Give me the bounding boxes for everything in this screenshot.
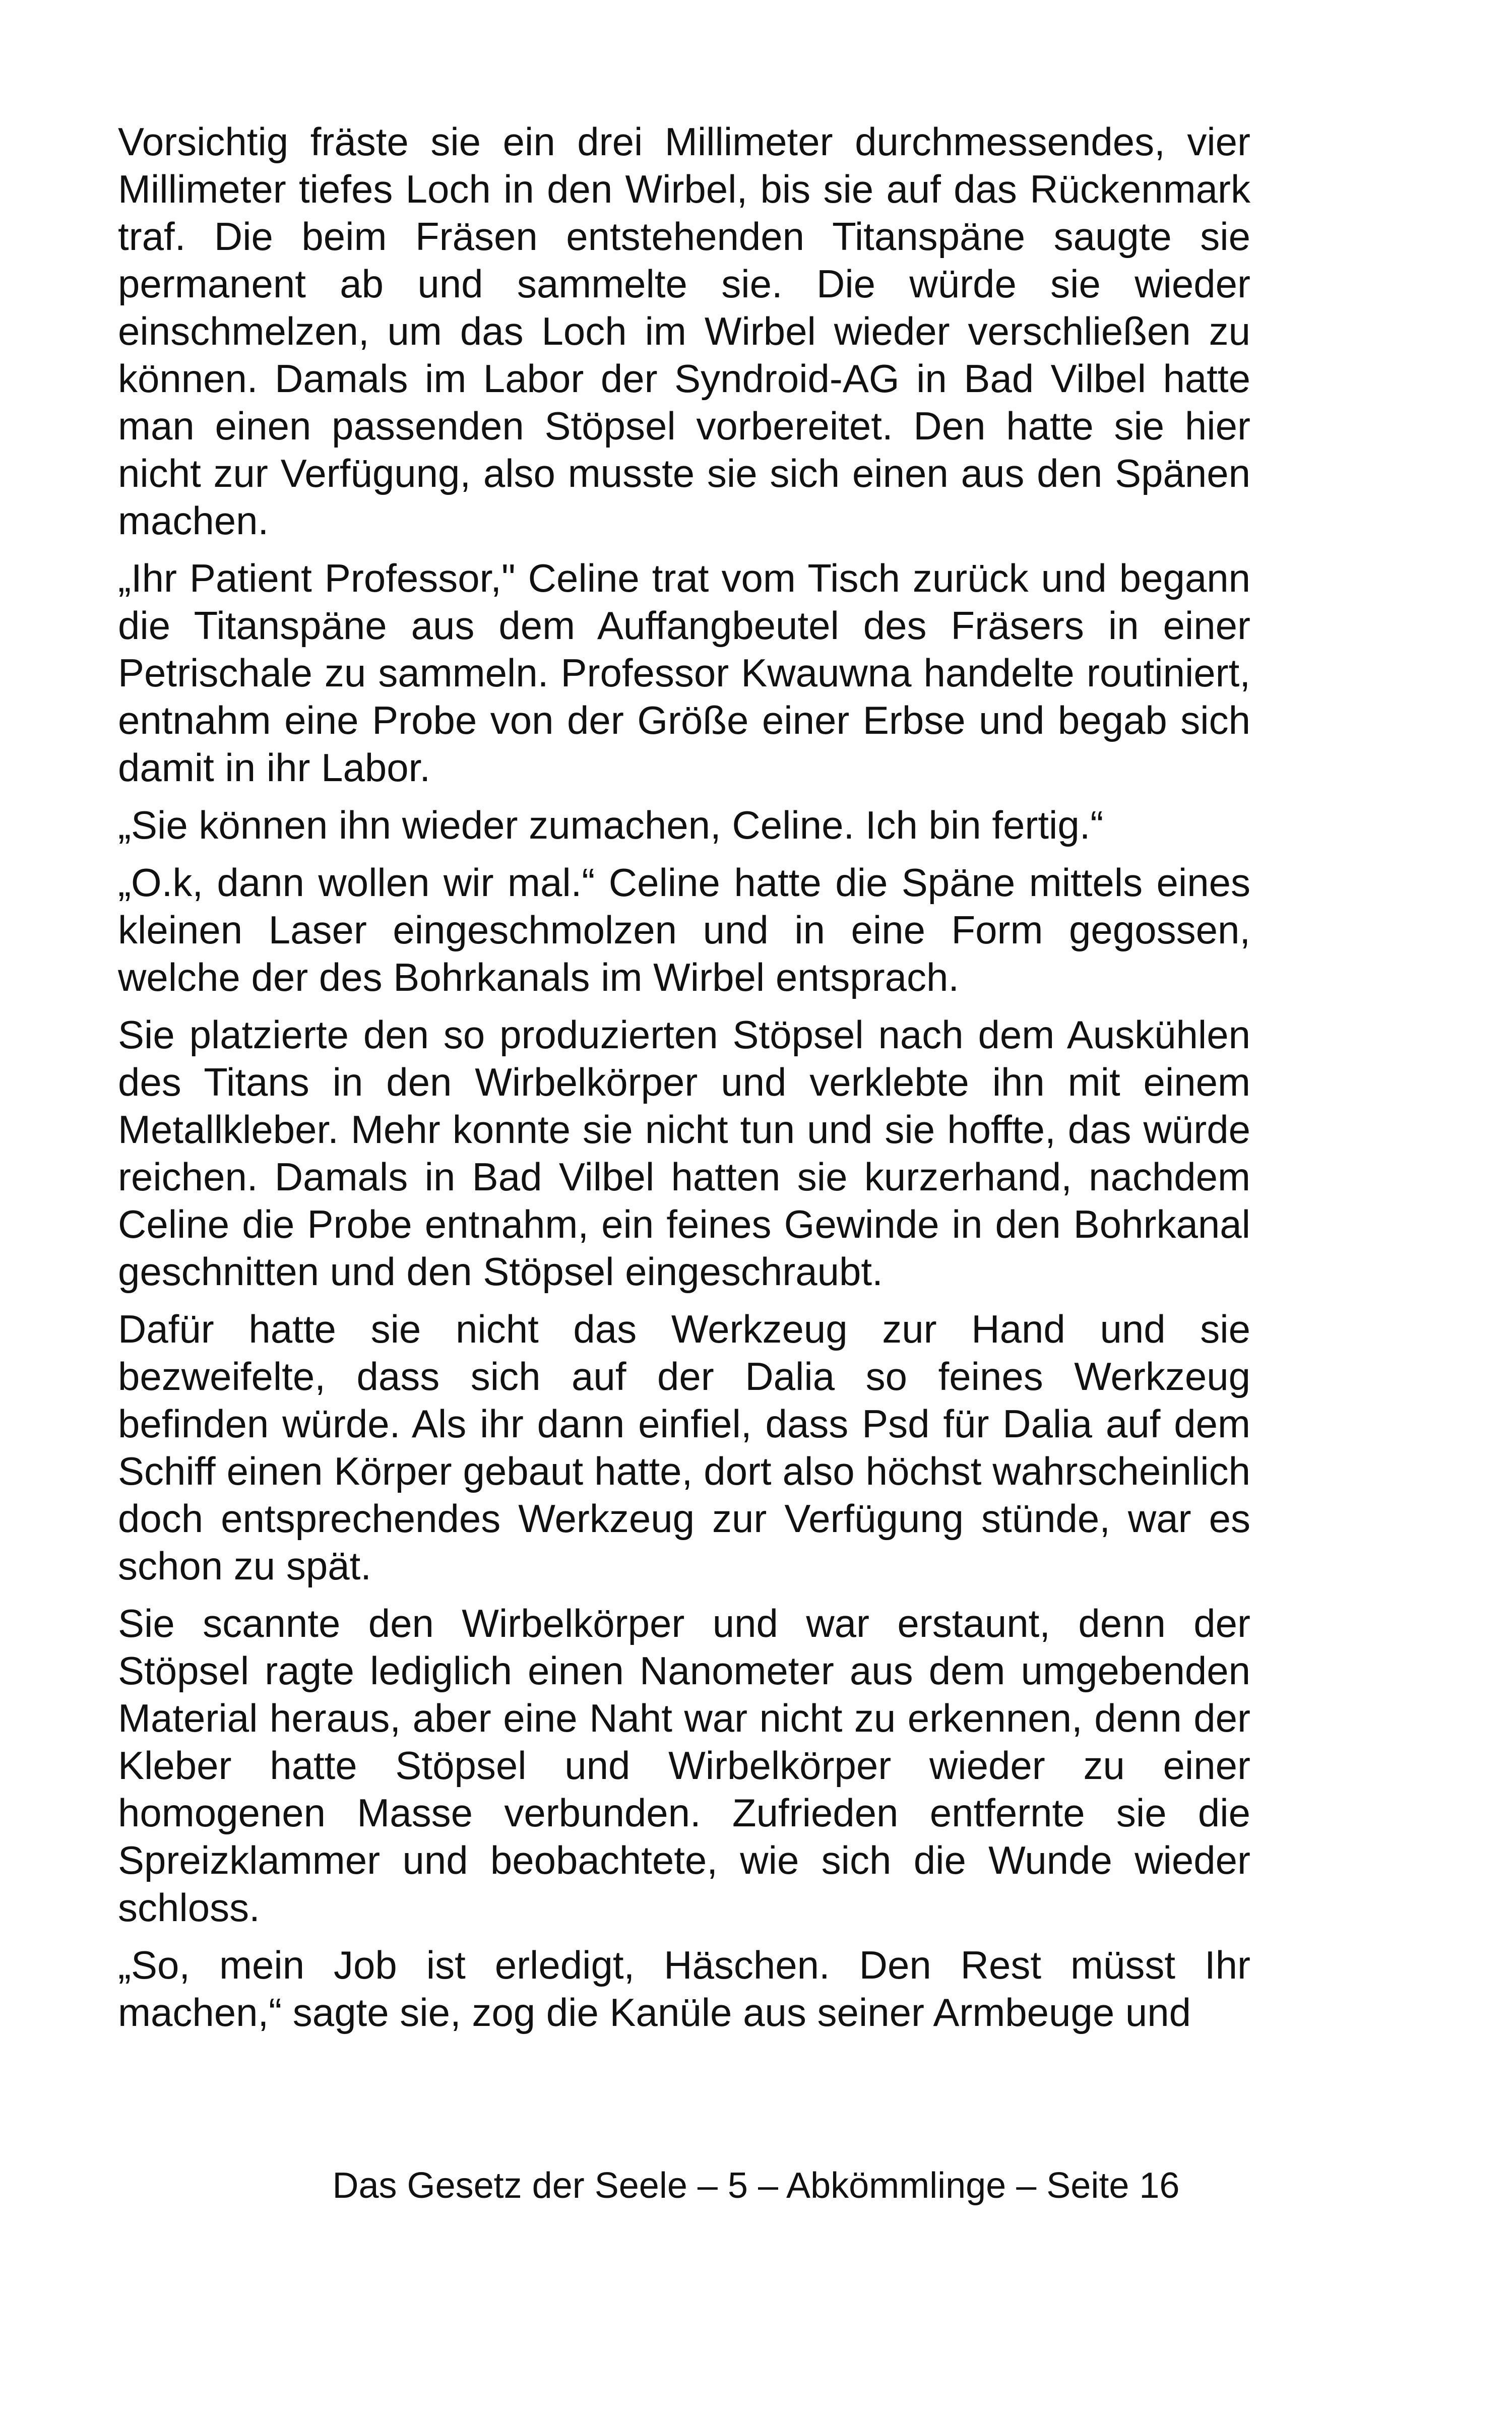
paragraph-4: „O.k, dann wollen wir mal.“ Celine hatte die Späne mittels eines kleinen Laser eingeschmolzen und in eine Form gegossen, welche der des Bohrkanals im Wirbel entsprach. (118, 860, 1250, 999)
paragraph-5: Sie platzierte den so produzierten Stöpsel nach dem Auskühlen des Titans in den Wirbelkörper und verklebte ihn mit einem Metallkleber. Mehr konnte sie nicht tun und sie hoffte, das würde reichen. Damals in Bad Vilbel hatten sie kurzerhand, nachdem Celine die Probe entnahm, ein feines Gewinde in den Bohrkanal geschnitten und den Stöpsel eingeschraubt. (118, 1012, 1250, 1294)
paragraph-1: Vorsichtig fräste sie ein drei Millimeter durchmessendes, vier Millimeter tiefes Loch in den Wirbel, bis sie auf das Rückenmark traf. Die beim Fräsen entstehenden Titanspäne saugte sie permanent ab und sammelte sie. Die würde sie wieder einschmelzen, um das Loch im Wirbel wieder verschließen zu können. Damals im Labor der Syndroid-AG in Bad Vilbel hatte man einen passenden Stöpsel vorbereitet. Den hatte sie hier nicht zur Verfügung, also musste sie sich einen aus den Spänen machen. (118, 119, 1250, 543)
page-footer: Das Gesetz der Seele – 5 – Abkömmlinge – Seite 16 (332, 2166, 1180, 2206)
body-text (118, 118, 1250, 2046)
paragraph-2: „Ihr Patient Professor," Celine trat vom Tisch zurück und begann die Titanspäne aus dem Auffangbeutel des Fräsers in einer Petrischale zu sammeln. Professor Kwauwna handelte routiniert, entnahm eine Probe von der Größe einer Erbse und begab sich damit in ihr Labor. (118, 556, 1250, 790)
paragraph-7: Sie scannte den Wirbelkörper und war erstaunt, denn der Stöpsel ragte lediglich einen Nanometer aus dem umgebenden Material heraus, aber eine Naht war nicht zu erkennen, denn der Kleber hatte Stöpsel und Wirbelkörper wieder zu einer homogenen Masse verbunden. Zufrieden entfernte sie die Spreizklammer und beobachtete, wie sich die Wunde wieder schloss. (118, 1601, 1250, 1930)
paragraph-6: Dafür hatte sie nicht das Werkzeug zur Hand und sie bezweifelte, dass sich auf der Dalia so feines Werkzeug befinden würde. Als ihr dann einfiel, dass Psd für Dalia auf dem Schiff einen Körper gebaut hatte, dort also höchst wahrscheinlich doch entsprechendes Werkzeug zur Verfügung stünde, war es schon zu spät. (118, 1307, 1250, 1588)
paragraph-8: „So, mein Job ist erledigt, Häschen. Den Rest müsst Ihr machen,“ sagte sie, zog die Kanüle aus seiner Armbeuge und (118, 1943, 1250, 2034)
paragraph-3: „Sie können ihn wieder zumachen, Celine. Ich bin fertig.“ (118, 803, 1104, 847)
